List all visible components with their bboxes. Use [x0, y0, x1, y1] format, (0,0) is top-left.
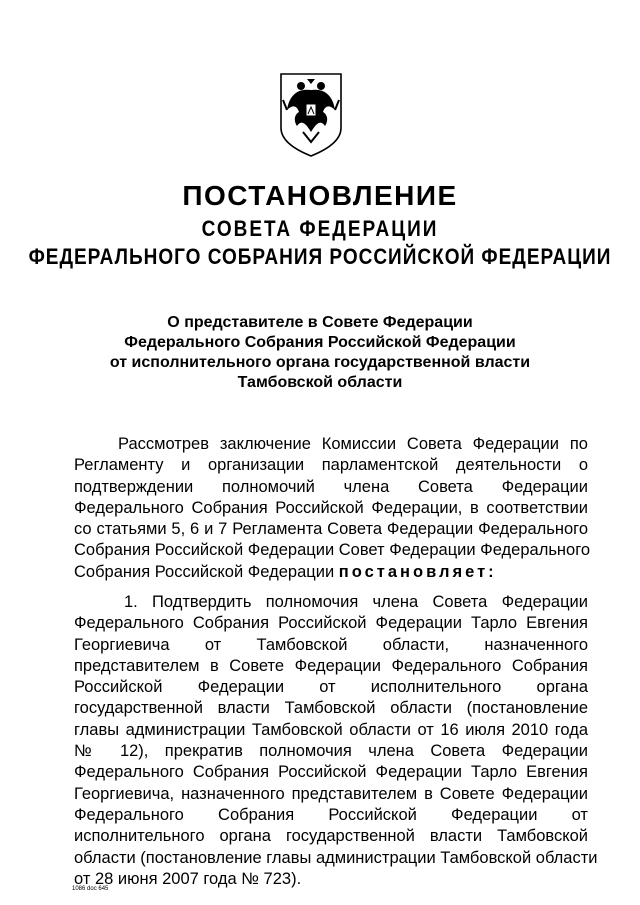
text-line: Российской Федерации от исполнительного органа	[74, 678, 588, 697]
text-line: представителем в Совете Федерации Федерального Собрания	[74, 656, 588, 675]
resolution-heading	[0, 313, 640, 393]
heading-line: Федерального Собрания Российской Федерации	[124, 334, 516, 351]
paragraph-item-1	[74, 592, 598, 890]
text-line: исполнительного органа государственной власти Тамбовской	[74, 827, 588, 846]
document-subtitle-council: СОВЕТА ФЕДЕРАЦИИ	[201, 217, 439, 242]
text-line: главы администрации Тамбовской области от 16 июля 2010 года	[74, 720, 588, 739]
text-line: 1. Подтвердить полномочия члена Совета Федерации	[124, 593, 588, 611]
heading-line: от исполнительного органа государственной власти	[109, 354, 531, 371]
text-line: Регламенту и организации парламентской деятельности о	[74, 456, 588, 475]
heading-line: Тамбовской области	[237, 374, 403, 391]
coat-of-arms-emblem	[275, 70, 347, 158]
decree-word: постановляет:	[338, 562, 497, 581]
document-title: ПОСТАНОВЛЕНИЕ	[182, 180, 458, 211]
text-line: Федерального Собрания Российской Федерации, в соответствии	[74, 498, 588, 517]
heading-line: О представителе в Совете Федерации	[167, 314, 473, 331]
text-line: государственной власти Тамбовской области (постановление	[74, 699, 588, 718]
document-subtitle-assembly: ФЕДЕРАЛЬНОГО СОБРАНИЯ РОССИЙСКОЙ ФЕДЕРАЦИИ	[28, 245, 612, 270]
text-line: № 12), прекратив полномочия члена Совета Федерации	[74, 742, 588, 761]
text-line: Георгиевича, назначенного представителем в Совете Федерации	[74, 784, 588, 803]
text-line: Георгиевича от Тамбовской области, назначенного	[74, 635, 588, 654]
text-line: Собрания Российской Федерации Совет Федерации Федерального	[74, 541, 591, 560]
text-line: Федерального Собрания Российской Федерации Тарло Евгения	[74, 763, 588, 782]
text-line: со статьями 5, 6 и 7 Регламента Совета Федерации Федерального	[74, 520, 588, 539]
text-line-start: Собрания Российской Федерации	[74, 562, 335, 581]
text-line: от 28 июня 2007 года № 723).	[74, 869, 302, 888]
text-line: Федерального Собрания Российской Федерации Тарло Евгения	[74, 614, 588, 633]
text-line: подтверждении полномочий члена Совета Федерации	[74, 477, 588, 496]
text-line: Федерального Собрания Российской Федерации от	[74, 805, 588, 824]
text-line-final	[74, 562, 588, 583]
footer-code: 1086 doc 645	[72, 886, 109, 892]
text-line: области (постановление главы администрации Тамбовской области	[74, 848, 598, 867]
paragraph-preamble	[74, 434, 591, 583]
text-line: Рассмотрев заключение Комиссии Совета Федерации по	[118, 435, 588, 453]
